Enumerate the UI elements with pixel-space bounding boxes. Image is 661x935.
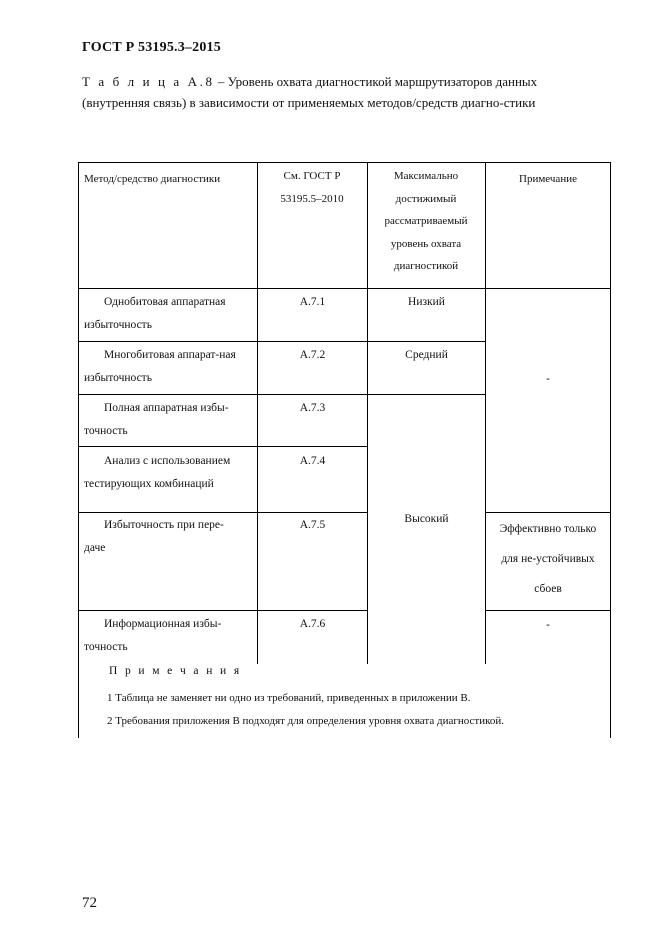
header-method: Метод/средство диагностики: [84, 173, 221, 185]
diagnostic-coverage-table: [78, 162, 611, 738]
method-cell: Полная аппаратная избы-точность: [84, 402, 229, 437]
remark-transient: Эффективно только для не-устойчивых сбоев: [499, 523, 597, 595]
table-caption: [82, 71, 602, 113]
table-rule-remark: [485, 512, 611, 513]
reference-cell: А.7.3: [299, 402, 326, 414]
reference-cell: А.7.2: [299, 349, 326, 361]
coverage-medium: Средний: [405, 349, 448, 361]
remark-dash: -: [546, 619, 550, 631]
table-rule-header: [78, 288, 611, 289]
coverage-high: Высокий: [404, 513, 449, 525]
reference-cell: А.7.6: [299, 618, 326, 630]
reference-cell: А.7.4: [299, 455, 326, 467]
table-rule-top: [78, 162, 611, 163]
table-rule-right: [610, 162, 611, 738]
remark-dash: -: [546, 373, 550, 385]
table-rule-left: [78, 162, 79, 738]
table-rule-remark2: [485, 610, 611, 611]
standard-designation: ГОСТ Р 53195.3–2015: [82, 40, 221, 55]
table-caption-label: Т а б л и ц а А.8: [82, 74, 215, 89]
method-cell: Избыточность при пере-даче: [84, 519, 224, 554]
header-note: Примечание: [519, 173, 577, 185]
table-rule-col2: [367, 162, 368, 664]
table-caption-text: – Уровень охвата диагностикой маршрутизаторов данных (внутренняя связь) в зависимости от применяемых методов/средств диагно-стики: [82, 74, 538, 110]
method-cell: Информационная избы-точность: [84, 618, 222, 653]
table-rule-row2: [78, 394, 485, 395]
table-rule-row5: [78, 610, 367, 611]
reference-cell: А.7.5: [299, 519, 326, 531]
method-cell: Анализ с использованием тестирующих комбинаций: [84, 455, 231, 490]
reference-cell: А.7.1: [299, 296, 326, 308]
method-cell: Однобитовая аппаратная избыточность: [84, 296, 226, 331]
method-cell: Многобитовая аппарат-ная избыточность: [84, 349, 236, 384]
table-rule-row1: [78, 341, 485, 342]
header-reference: См. ГОСТ Р 53195.5–2010: [280, 170, 344, 205]
note-item: 1 Таблица не заменяет ни одно из требований, приведенных в приложении В.: [107, 692, 471, 704]
note-item: 2 Требования приложения В подходят для определения уровня охвата диагностикой.: [107, 715, 505, 727]
coverage-low: Низкий: [408, 296, 445, 308]
page-number: 72: [82, 895, 97, 911]
header-coverage: Максимально достижимый рассматриваемый уровень охвата диагностикой: [384, 170, 468, 272]
notes-title: П р и м е ч а н и я: [109, 665, 242, 677]
table-rule-col3: [485, 162, 486, 664]
table-rule-row3: [78, 446, 367, 447]
table-rule-row4: [78, 512, 367, 513]
